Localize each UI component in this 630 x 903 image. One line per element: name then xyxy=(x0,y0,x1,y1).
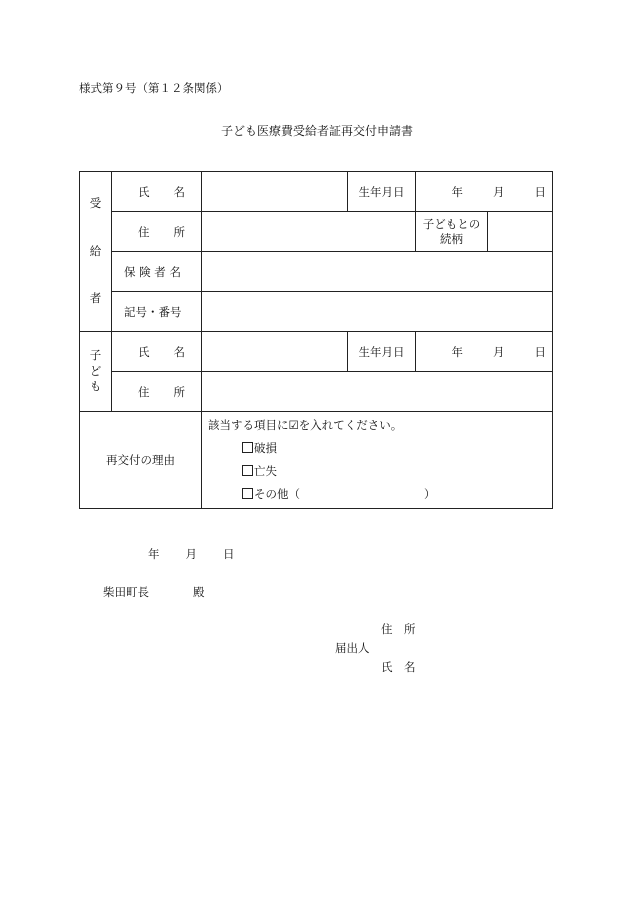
checkbox-icon[interactable] xyxy=(242,488,253,499)
applicant-label: 届出人 xyxy=(335,641,370,655)
page-title: 子ども医療費受給者証再交付申請書 xyxy=(221,124,414,138)
code-number-field[interactable] xyxy=(202,292,553,332)
insurer-label: 保 険 者 名 xyxy=(112,252,202,292)
checkbox-icon[interactable] xyxy=(242,442,253,453)
recipient-name-field[interactable] xyxy=(202,172,348,212)
child-address-field[interactable] xyxy=(202,372,553,412)
reason-instruction: 該当する項目に☑を入れてください。 xyxy=(208,418,403,432)
relation-label: 子どもとの 続柄 xyxy=(416,212,488,252)
reason-label: 再交付の理由 xyxy=(80,412,202,509)
recipient-name-label: 氏 名 xyxy=(112,172,202,212)
reason-option-loss[interactable]: 亡失 xyxy=(208,460,546,483)
relation-field[interactable] xyxy=(488,212,553,252)
addressee: 柴田町長 殿 xyxy=(103,585,205,599)
recipient-birth-label: 生年月日 xyxy=(348,172,416,212)
application-date: 年 月 日 xyxy=(148,547,235,561)
child-birth-field[interactable]: 年 月 日 xyxy=(416,332,553,372)
checkbox-icon[interactable] xyxy=(242,465,253,476)
child-group-label: 子 ど も xyxy=(80,332,112,412)
child-birth-label: 生年月日 xyxy=(348,332,416,372)
code-number-label: 記号・番号 xyxy=(112,292,202,332)
insurer-field[interactable] xyxy=(202,252,553,292)
recipient-address-label: 住 所 xyxy=(112,212,202,252)
child-name-field[interactable] xyxy=(202,332,348,372)
child-name-label: 氏 名 xyxy=(112,332,202,372)
applicant-name-label: 氏 名 xyxy=(381,660,416,674)
applicant-address-label: 住 所 xyxy=(381,622,416,636)
application-table xyxy=(79,171,553,509)
form-number: 様式第９号（第１２条関係） xyxy=(79,81,229,95)
recipient-address-field[interactable] xyxy=(202,212,416,252)
child-address-label: 住 所 xyxy=(112,372,202,412)
recipient-group-label: 受 給 者 xyxy=(80,172,112,332)
recipient-birth-field[interactable]: 年 月 日 xyxy=(416,172,553,212)
reason-option-damage[interactable]: 破損 xyxy=(208,437,546,460)
reason-field xyxy=(202,412,553,509)
reason-option-other[interactable]: その他（ ） xyxy=(208,483,546,506)
